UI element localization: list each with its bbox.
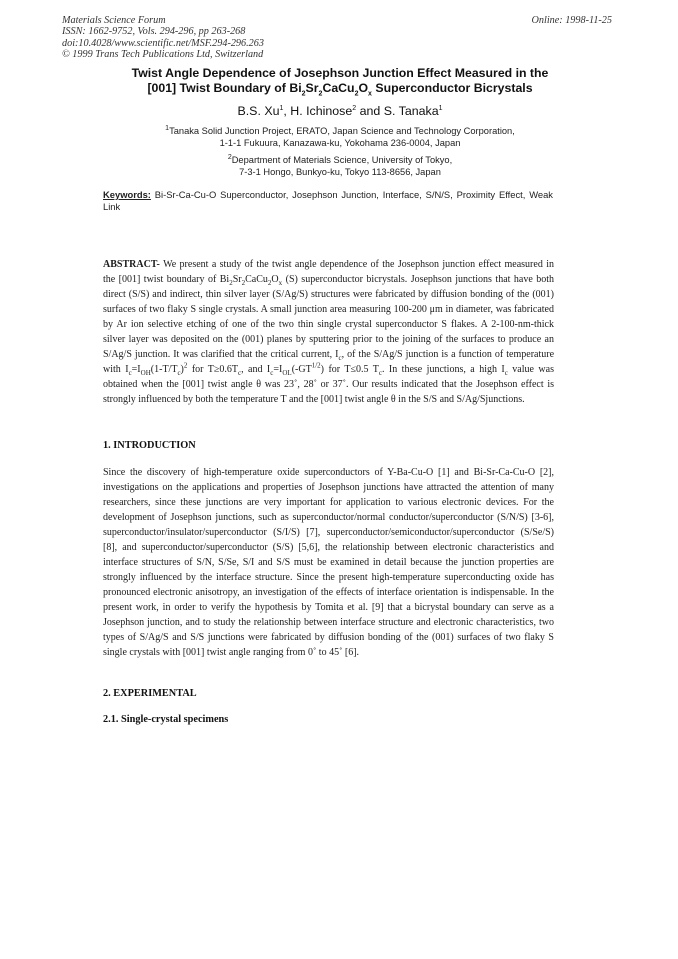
keywords-text: Bi-Sr-Ca-Cu-O Superconductor, Josephson Junction, Interface, S/N/S, Proximity Effect, Weak Link <box>103 189 553 213</box>
journal-name: Materials Science Forum <box>62 15 166 26</box>
section-heading-experimental: 2. EXPERIMENTAL <box>103 688 197 699</box>
paper-title <box>80 66 600 97</box>
journal-header <box>62 15 362 61</box>
abstract: ABSTRACT- We present a study of the twist angle dependence of the Josephson junction effect measured in the [001] twist boundary of $Bi_2Sr_2CaCu_2O_x$ (S) superconductor bicrystals. Josephson junctions that have both direct (S/S) and indirect, thin silver layer (S/Ag/S) structures were fabricated by diffusion bonding of the (001) surfaces of two flaky S single crystals. A small junction area measuring 100-200 μm in diameter, was fabricated by Ar ion selective etching of one of the two thin single crystal superconductor S flakes. A 2-100-nm-thick silver layer was deposited on the (001) planes by sputtering prior to the joining of the surfaces to produce an S/Ag/S junction. It was clarified that the critical current, $I_c$, of the S/Ag/S junction is a function of temperature with $I_c=I_{OH}(1-T/T_c)^2$ for $T\ge 0.6T_c$, and $I_c=I_{OL}(-GT^{1/2})$ for T≤0.5 $T_c$. In these junctions, a high $I_c$ value was obtained when the [001] twist angle θ was 23˚, 28˚ or 37˚. Our results indicated that the Josephson effect is strongly influenced by both the temperature T and the [001] twist angle θ in the S/S and S/Ag/Sjunctions. <box>103 259 555 405</box>
abstract-label: ABSTRACT- <box>103 259 160 270</box>
online-date: Online: 1998-11-25 <box>531 15 612 26</box>
section-heading-introduction: 1. INTRODUCTION <box>103 440 196 451</box>
keywords <box>103 189 553 213</box>
keywords-label: Keywords: <box>103 189 151 200</box>
title-line-1: Twist Angle Dependence of Josephson Junction Effect Measured in the <box>131 66 549 80</box>
author-3: and S. Tanaka <box>356 104 439 118</box>
affiliation-2: $^2$Department of Materials Science, University of Tokyo, 7-3-1 Hongo, Bunkyo-ku, Tokyo 113-8656, Japan <box>227 153 453 178</box>
title-line-2: [001] Twist Boundary of $Bi_2Sr_2CaCu_2O_x$ Superconductor Bicrystals <box>147 81 533 98</box>
copyright-line: © 1999 Trans Tech Publications Ltd, Switzerland <box>62 49 264 61</box>
subsection-heading-specimens: 2.1. Single-crystal specimens <box>103 714 229 725</box>
introduction-paragraph: Since the discovery of high-temperature oxide superconductors of Y-Ba-Cu-O [1] and Bi-Sr-Ca-Cu-O [2], investigations on the applications and properties of Josephson junctions have attracted the attention of many researchers, since these junctions are very important for application to various electronic devices. For the development of Josephson junctions, such as superconductor/normal conductor/superconductor (S/N/S) [3-6], superconductor/insulator/superconductor (S/I/S) [7], superconductor/semiconductor/superconductor (S/Se/S) [8], and superconductor/superconductor (S/S) [5,6], the relationship between electronic characteristics and interface structures of S/N, S/Se, S/I and S/S must be examined in detail because the junction properties are strongly influenced by the interface structure. Since the present high-temperature superconducting oxide has pronounced electronic anisotropy, an investigation of the effects of interface orientation is indispensable. In the present work, in order to verify the hypothesis by Tomita et al. [9] that a bicrystal boundary can serve as a Josephson junction, and to study the relationship between interface structure and electronic characteristics, two types of S/Ag/S and S/S junctions were fabricated by diffusion bonding of the (001) surfaces of two flaky S single crystals with [001] twist angle ranging from 0˚ to 45˚ [6]. <box>103 467 554 658</box>
author-1: B.S. Xu <box>237 104 280 118</box>
affiliation-1: $^1$Tanaka Solid Junction Project, ERATO, Japan Science and Technology Corporation, 1-1-1 Fukuura, Kanazawa-ku, Yokohama 236-0004, Japan <box>165 124 515 149</box>
issn-line: ISSN: 1662-9752, Vols. 294-296, pp 263-268 <box>62 26 246 38</box>
author-2: , H. Ichinose <box>283 104 353 118</box>
doi-line: doi:10.4028/www.scientific.net/MSF.294-296.263 <box>62 37 264 49</box>
author-list: B.S. Xu$^1$, H. Ichinose$^2$ and S. Tanaka$^1$ <box>237 104 443 118</box>
